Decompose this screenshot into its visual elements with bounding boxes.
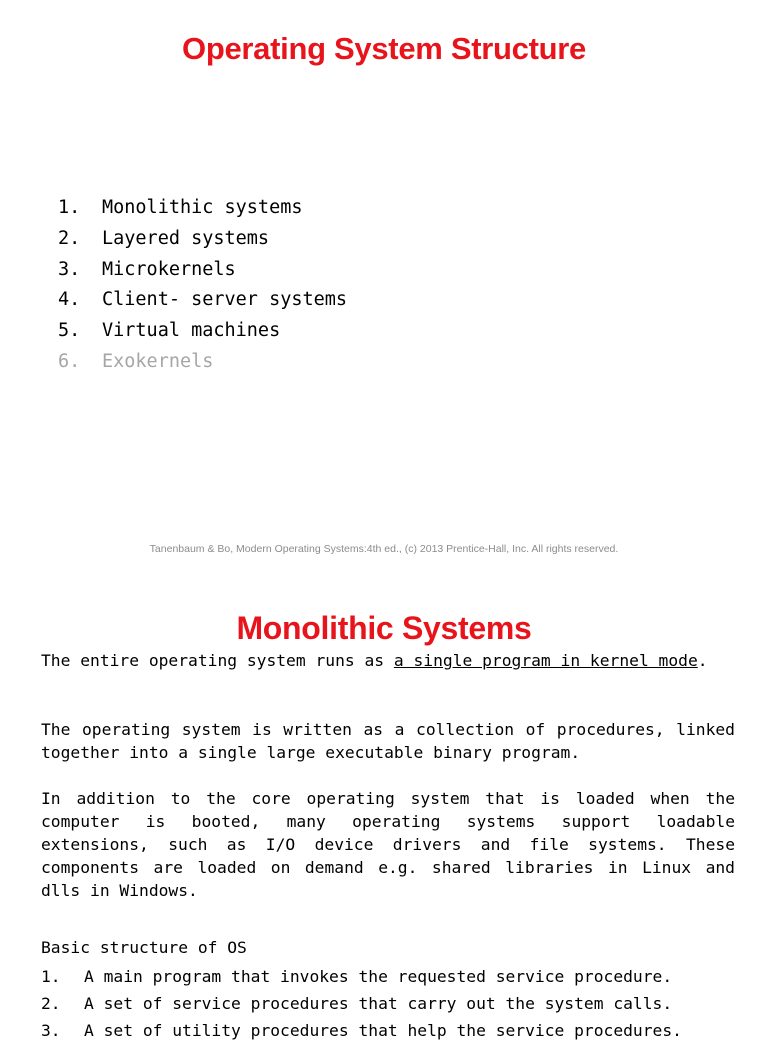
paragraph-text: The entire operating system runs as (41, 651, 394, 670)
paragraph-procedures: The operating system is written as a collection of procedures, linked together into a single large executable binary program. (41, 720, 735, 762)
list-item-number: 5. (58, 320, 81, 342)
slide-monolithic-systems (0, 580, 768, 1040)
list-item-label: A set of utility procedures that help the service procedures. (84, 1021, 682, 1040)
paragraph-kernel-mode (41, 649, 735, 672)
list-item-number: 1. (58, 197, 81, 218)
list-item (41, 990, 741, 1017)
list-item-label: Monolithic systems (102, 197, 303, 218)
list-item (58, 193, 347, 224)
list-item (58, 255, 347, 286)
list-item-number: 1. (41, 967, 61, 986)
list-item (41, 1017, 741, 1044)
list-item (58, 316, 347, 347)
list-item (58, 224, 347, 255)
paragraph-extensions: In addition to the core operating system that is loaded when the computer is booted, many operating systems support loadable extensions, such as I/O device drivers and file systems. These components are loaded on demand e.g. shared libraries in Linux and dlls in Windows. (41, 789, 735, 900)
list-item-label: Exokernels (102, 350, 214, 372)
list-item-label: A main program that invokes the requested service procedure. (84, 967, 673, 986)
list-item-label: Layered systems (102, 227, 270, 249)
list-item (58, 285, 347, 316)
basic-structure-heading: Basic structure of OS (41, 938, 247, 957)
list-item-label: Client- server systems (102, 289, 348, 311)
copyright-footer: Tanenbaum & Bo, Modern Operating Systems:4th ed., (c) 2013 Prentice-Hall, Inc. All rights reserved. (149, 543, 619, 555)
list-item-number: 3. (41, 1021, 61, 1040)
list-item-number: 2. (58, 227, 81, 249)
list-item-number: 4. (58, 289, 81, 311)
list-item-label: Microkernels (102, 258, 236, 280)
list-item-number: 2. (41, 994, 61, 1013)
list-item (41, 963, 741, 990)
list-item-label: Virtual machines (102, 320, 281, 342)
slide-title: Monolithic Systems (236, 610, 532, 646)
slide-title: Operating System Structure (182, 31, 586, 66)
list-item-dimmed (58, 347, 347, 378)
list-item-label: A set of service procedures that carry out the system calls. (84, 994, 673, 1013)
list-item-number: 3. (58, 258, 81, 280)
basic-structure-list (41, 963, 741, 1044)
underlined-phrase: a single program in kernel mode (393, 651, 698, 670)
list-item-number: 6. (58, 350, 81, 372)
paragraph-text: . (697, 651, 708, 670)
structure-list (58, 193, 347, 378)
